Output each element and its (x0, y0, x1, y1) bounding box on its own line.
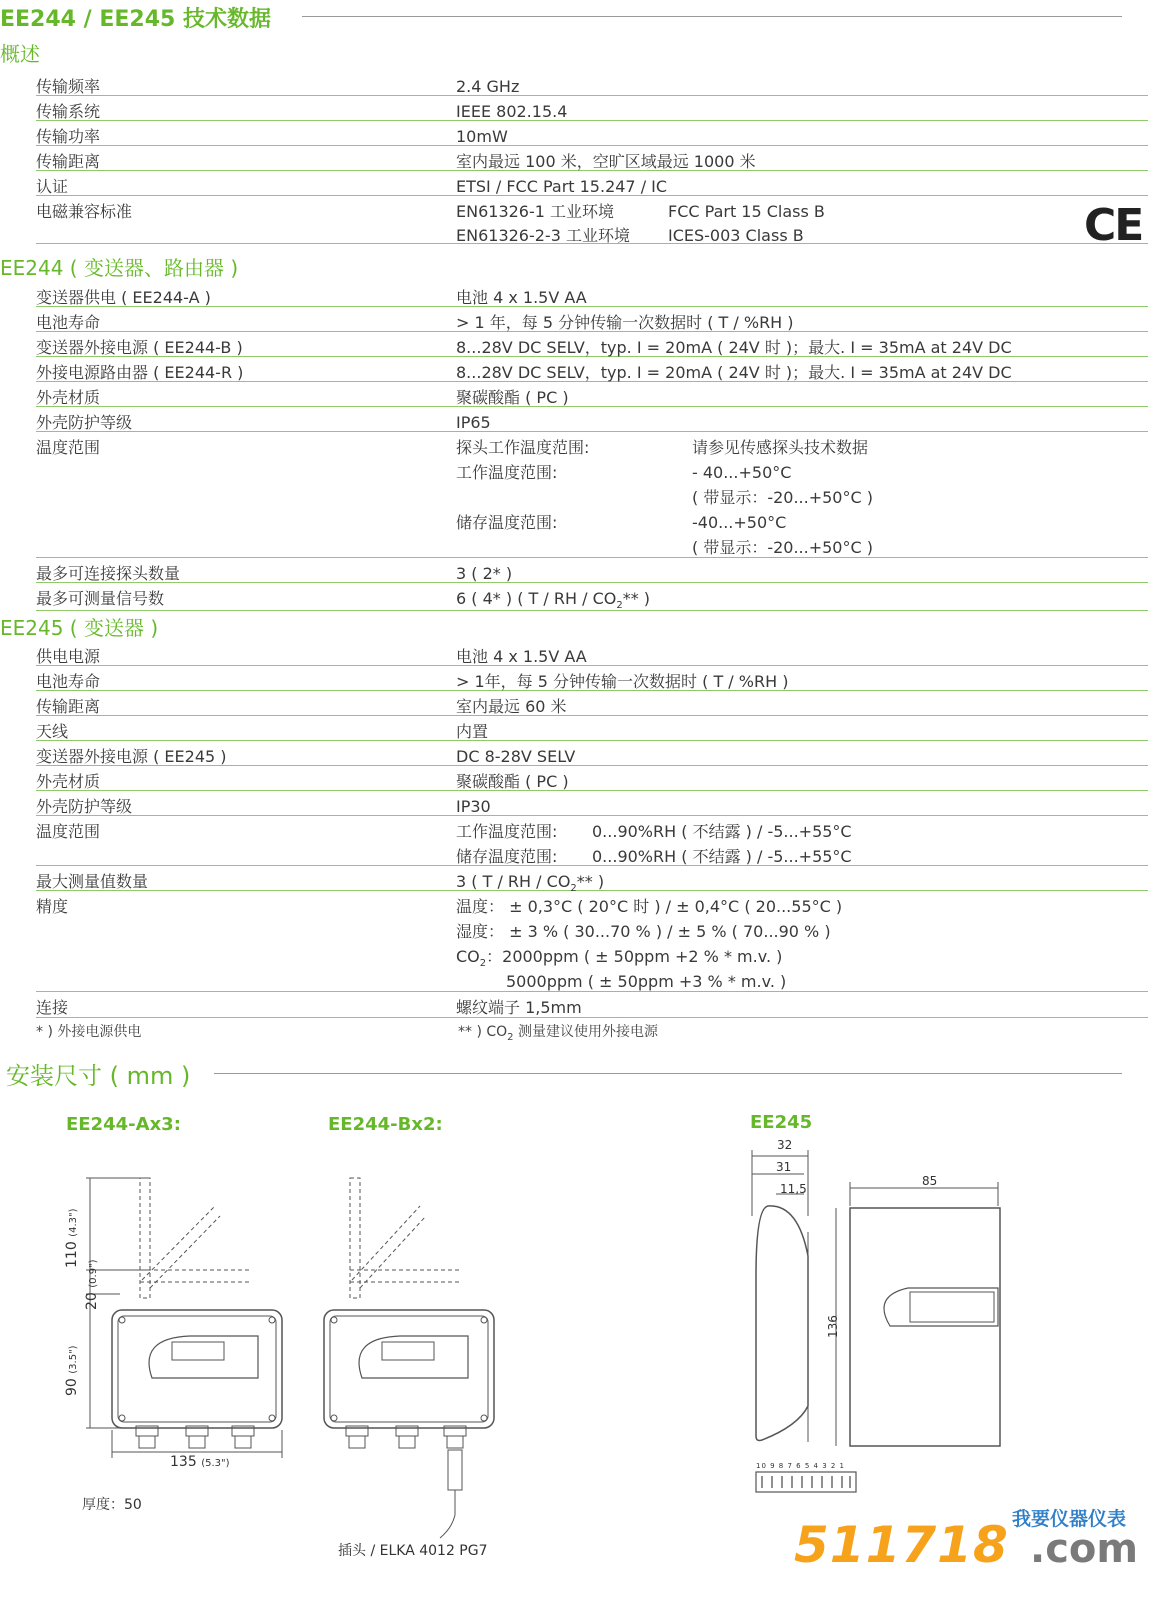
drawing-ee244-ax3 (60, 1160, 300, 1480)
ee245-value: DC 8-28V SELV (456, 747, 576, 766)
ee245-connection-row (36, 991, 1148, 1018)
ee244-row (36, 331, 1148, 357)
ee245-temp-label: 温度范围 (36, 822, 101, 841)
ce-mark: CE (1084, 200, 1143, 251)
ee244-temp-label: 温度范围 (36, 438, 101, 457)
ee245-maxmeas-value: 3 ( T / RH / $CO_2**$ ) (456, 872, 605, 895)
ee245-row (36, 740, 1148, 766)
ee245-accuracy-co2: $CO_2$：2000ppm ( ± 50ppm +2 % * m.v. ) (456, 947, 783, 970)
overview-value: IEEE 802.15.4 (456, 102, 568, 121)
emc-std-1: EN61326-1 工业环境 (456, 202, 615, 221)
ee245-value: 聚碳酸酯 ( PC ) (456, 772, 569, 791)
ee245-accuracy-co2-5000: 5000ppm ( ± 50ppm +3 % * m.v. ) (506, 972, 787, 991)
overview-label: 认证 (36, 177, 69, 196)
ee244-temp-r3: ( 带显示：-20...+50°C ) (692, 488, 873, 507)
overview-value: 2.4 GHz (456, 77, 520, 96)
overview-value: 10mW (456, 127, 508, 146)
ee245-temp-l2: 储存温度范围: (456, 847, 558, 866)
ee244-row (36, 381, 1148, 407)
ee244-temp-r2: - 40...+50°C (692, 463, 792, 482)
ee245-row (36, 690, 1148, 716)
thickness-label: 厚度：50 (82, 1497, 142, 1513)
ee245-value: IP30 (456, 797, 491, 816)
ee244-label: 变送器供电 ( EE244-A ) (36, 288, 211, 307)
overview-label: 传输功率 (36, 127, 101, 146)
ee244-temp-l2: 工作温度范围: (456, 463, 558, 482)
dim-136: 136 (826, 1315, 840, 1338)
terminal-numbers: 10 9 8 7 6 5 4 3 2 1 (756, 1462, 846, 1470)
overview-row (36, 145, 1148, 171)
ee244-temp-r4: -40...+50°C (692, 513, 787, 532)
overview-row (36, 95, 1148, 121)
ee244-value: 聚碳酸酯 ( PC ) (456, 388, 569, 407)
ee244-value: 电池 4 x 1.5V AA (456, 288, 587, 307)
overview-value: ETSI / FCC Part 15.247 / IC (456, 177, 668, 196)
ee245-accuracy-temp: 温度： ± 0,3°C ( 20°C 时 ) / ± 0,4°C ( 20...55°C ) (456, 897, 843, 916)
ee244-label: 电池寿命 (36, 313, 101, 332)
section-ee244-heading: EE244 ( 变送器、路由器 ) (0, 256, 239, 280)
ee245-temp-l1: 工作温度范围: (456, 822, 558, 841)
ee245-label: 变送器外接电源 ( EE245 ) (36, 747, 227, 766)
overview-row (36, 70, 1148, 96)
ee245-label: 传输距离 (36, 697, 101, 716)
drawing-ee244-bx2 (320, 1160, 520, 1540)
ee245-label: 电池寿命 (36, 672, 101, 691)
ee245-row (36, 765, 1148, 791)
ee244-row (36, 356, 1148, 382)
overview-row (36, 170, 1148, 196)
ee245-accuracy-row (36, 890, 1148, 992)
dim-20: 20 (0.9") (84, 1259, 100, 1310)
dim-32: 32 (777, 1138, 793, 1152)
drawing-label-b: EE244-Bx2: (328, 1114, 443, 1135)
overview-label: 传输系统 (36, 102, 101, 121)
ee245-label: 天线 (36, 722, 69, 741)
section-overview-heading: 概述 (0, 42, 40, 66)
ee244-probes-label: 最多可连接探头数量 (36, 564, 181, 583)
ee245-label: 供电电源 (36, 647, 101, 666)
ee244-value: IP65 (456, 413, 491, 432)
emc-ices: ICES-003 Class B (668, 226, 804, 245)
emc-row (36, 195, 1148, 244)
ee244-temp-r5: ( 带显示：-20...+50°C ) (692, 538, 873, 557)
ee245-row (36, 715, 1148, 741)
ee245-maxmeas-row (36, 865, 1148, 895)
dim-31: 31 (776, 1160, 792, 1174)
ee245-temp-r2: 0...90%RH ( 不结露 ) / -5...+55°C (592, 847, 852, 866)
plug-label: 插头 / ELKA 4012 PG7 (338, 1543, 488, 1559)
ee244-temp-row (36, 431, 1148, 558)
ee244-temp-l4: 储存温度范围: (456, 513, 558, 532)
ee245-accuracy-label: 精度 (36, 897, 69, 916)
ee245-value: 室内最远 60 米 (456, 697, 567, 716)
dimensions-rule (214, 1073, 1122, 1074)
emc-label: 电磁兼容标准 (36, 202, 133, 221)
ee244-temp-r1: 请参见传感探头技术数据 (692, 438, 869, 457)
ee244-label: 变送器外接电源 ( EE244-B ) (36, 338, 243, 357)
ee245-label: 外壳材质 (36, 772, 101, 791)
title-rule (302, 16, 1122, 17)
ee245-temp-row (36, 815, 1148, 866)
ee244-row (36, 306, 1148, 332)
dim-11-5: 11,5 (780, 1182, 807, 1196)
footnote-co2: ** ) $CO_2$ 测量建议使用外接电源 (458, 1024, 658, 1043)
ee244-signals-value: 6 ( 4* ) ( T / RH / $CO_2**$ ) (456, 589, 651, 612)
ee244-probes-row (36, 557, 1148, 583)
ee244-label: 外接电源路由器 ( EE244-R ) (36, 363, 244, 382)
emc-std-2: EN61326-2-3 工业环境 (456, 226, 630, 245)
ee245-value: > 1年，每 5 分钟传输一次数据时 ( T / %RH ) (456, 672, 789, 691)
overview-label: 传输距离 (36, 152, 101, 171)
ee244-signals-row (36, 582, 1148, 611)
footnote-external-power: * ) 外接电源供电 (36, 1024, 142, 1040)
ee245-value: 内置 (456, 722, 489, 741)
ee244-row (36, 281, 1148, 307)
watermark-number: 511718 (794, 1516, 1009, 1574)
ee244-probes-value: 3 ( 2* ) (456, 564, 513, 583)
ee245-row (36, 640, 1148, 666)
ee244-value: 8...28V DC SELV，typ. I = 20mA ( 24V 时 )；最大. I = 35mA at 24V DC (456, 363, 1012, 382)
dim-110: 110 (4.3") (64, 1208, 80, 1268)
ee244-temp-l1: 探头工作温度范围: (456, 438, 590, 457)
watermark-cn: 我要仪器仪表 (1012, 1508, 1127, 1530)
drawing-label-c: EE245 (750, 1112, 813, 1133)
watermark-com: .com (1030, 1526, 1139, 1572)
ee244-value: > 1 年，每 5 分钟传输一次数据时 ( T / %RH ) (456, 313, 794, 332)
page-title: EE244 / EE245 技术数据 (0, 7, 271, 32)
dim-90: 90 (3.5") (64, 1345, 80, 1396)
dim-85: 85 (922, 1174, 938, 1188)
ee244-row (36, 406, 1148, 432)
ee245-temp-r1: 0...90%RH ( 不结露 ) / -5...+55°C (592, 822, 852, 841)
ee245-connection-label: 连接 (36, 998, 69, 1017)
ee245-connection-value: 螺纹端子 1,5mm (456, 998, 582, 1017)
ee245-row (36, 665, 1148, 691)
ee245-row (36, 790, 1148, 816)
ee245-maxmeas-label: 最大测量值数量 (36, 872, 149, 891)
emc-fcc: FCC Part 15 Class B (668, 202, 825, 221)
ee244-label: 外壳材质 (36, 388, 101, 407)
ee244-signals-label: 最多可测量信号数 (36, 589, 165, 608)
ee245-value: 电池 4 x 1.5V AA (456, 647, 587, 666)
section-dimensions-heading: 安装尺寸 ( mm ) (6, 1062, 191, 1090)
ee245-label: 外壳防护等级 (36, 797, 133, 816)
ee245-accuracy-rh: 湿度： ± 3 % ( 30...70 % ) / ± 5 % ( 70...90 % ) (456, 922, 831, 941)
dim-135: 135 (5.3") (170, 1454, 230, 1470)
overview-label: 传输频率 (36, 77, 101, 96)
overview-row (36, 120, 1148, 146)
ee244-value: 8...28V DC SELV，typ. I = 20mA ( 24V 时 )；最大. I = 35mA at 24V DC (456, 338, 1012, 357)
overview-value: 室内最远 100 米，空旷区域最远 1000 米 (456, 152, 756, 171)
section-ee245-heading: EE245 ( 变送器 ) (0, 616, 159, 640)
ee244-label: 外壳防护等级 (36, 413, 133, 432)
drawing-label-a: EE244-Ax3: (66, 1114, 181, 1135)
